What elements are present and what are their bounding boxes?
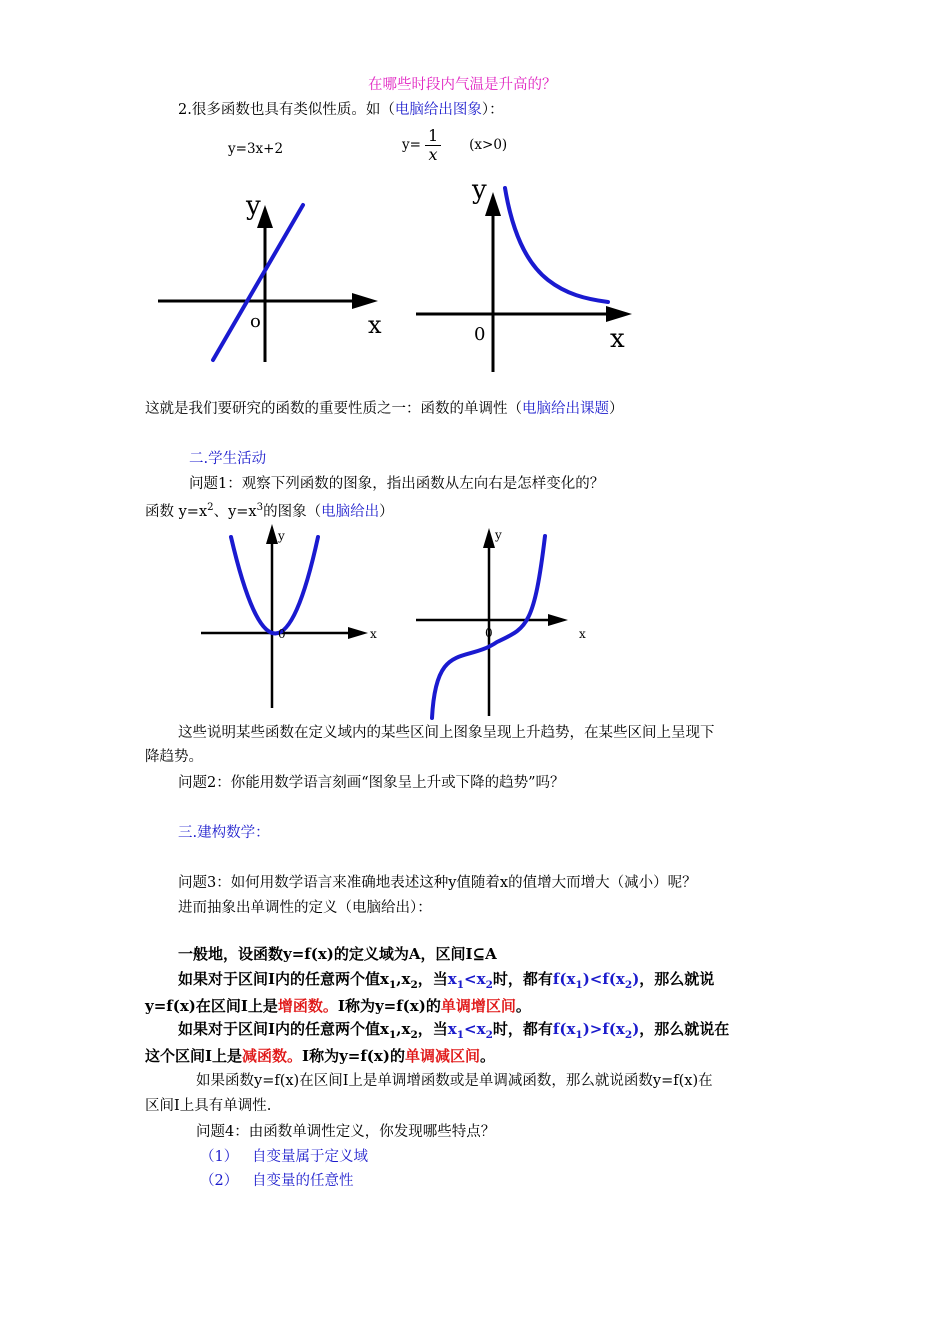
origin-label: 0 — [485, 626, 493, 640]
y-axis-label: y — [246, 191, 261, 221]
y-axis-label: y — [495, 528, 502, 542]
x-axis-label: x — [579, 627, 586, 641]
intro-line: 2.很多函数也具有类似性质。如（电脑给出图象）： — [178, 102, 504, 118]
x-axis-label: x — [610, 324, 625, 354]
section-2-title: 二.学生活动 — [189, 451, 267, 467]
abstract-line: 进而抽象出单调性的定义（电脑给出）： — [178, 900, 432, 916]
y-axis-arrow — [483, 528, 495, 548]
origin-label: o — [250, 311, 261, 332]
header-question: 在哪些时段内气温是升高的？ — [368, 77, 557, 93]
question-1: 问题1：观察下列函数的图象，指出函数从左向右是怎样变化的？ — [189, 476, 605, 492]
question-3: 问题3：如何用数学语言来准确地表述这种y值随着x的值增大而增大（减小）呢？ — [178, 875, 697, 891]
decreasing-definition-line-2: 这个区间I上是减函数。I称为y=f(x)的单调减区间。 — [145, 1047, 495, 1065]
origin-label: 0 — [474, 324, 486, 345]
question-2: 问题2：你能用数学语言刻画“图象呈上升或下降的趋势”吗？ — [178, 775, 565, 791]
origin-label: 0 — [278, 627, 286, 641]
formula-linear: y=3x+2 — [228, 141, 284, 157]
section-3-title: 三.建构数学： — [178, 825, 270, 841]
x-axis-label: x — [368, 311, 382, 339]
explain-line-1: 这些说明某些函数在定义域内的某些区间上图象呈现上升趋势，在某些区间上呈现下 — [178, 725, 715, 741]
formula-reciprocal: y= $\frac{1}{x}$ (x>0) — [402, 126, 508, 164]
intro-link: 电脑给出图象 — [394, 102, 482, 118]
decreasing-definition-line-1: 如果对于区间I内的任意两个值$x_1,x_2$，当$x_1<x_2$时，都有$f(x_1)>f(x_2)$，那么就说在 — [178, 1020, 730, 1041]
feature-item: （1） 自变量属于定义域 — [200, 1149, 368, 1165]
y-axis-label: y — [472, 175, 487, 205]
feature-item: （2） 自变量的任意性 — [200, 1173, 354, 1189]
monotone-line-1: 如果函数y=f(x)在区间I上是单调增函数或是单调减函数，那么就说函数y=f(x)在 — [196, 1073, 713, 1089]
increasing-definition-line-1: 如果对于区间I内的任意两个值$x_1,x_2$，当$x_1<x_2$时，都有$f(x_1)<f(x_2)$，那么就说 — [178, 970, 715, 991]
functions-line: 函数 $y=x^2$、$y=x^3$的图象（电脑给出） — [145, 502, 394, 520]
x-axis-arrow — [548, 614, 568, 626]
property-link: 电脑给出课题 — [522, 401, 609, 417]
y-axis-label: y — [278, 529, 285, 543]
functions-link: 电脑给出 — [321, 503, 380, 520]
x-axis-label: x — [370, 627, 377, 641]
question-4: 问题4：由函数单调性定义，你发现哪些特点？ — [196, 1124, 496, 1140]
property-line: 这就是我们要研究的函数的重要性质之一：函数的单调性（电脑给出课题） — [145, 401, 624, 417]
definition-intro: 一般地，设函数y=f(x)的定义域为A，区间I⊆A — [178, 945, 497, 963]
monotone-line-2: 区间I上具有单调性. — [145, 1098, 272, 1114]
increasing-definition-line-2: y=f(x)在区间I上是增函数。I称为y=f(x)的单调增区间。 — [145, 997, 531, 1015]
explain-line-2: 降趋势。 — [145, 749, 203, 765]
